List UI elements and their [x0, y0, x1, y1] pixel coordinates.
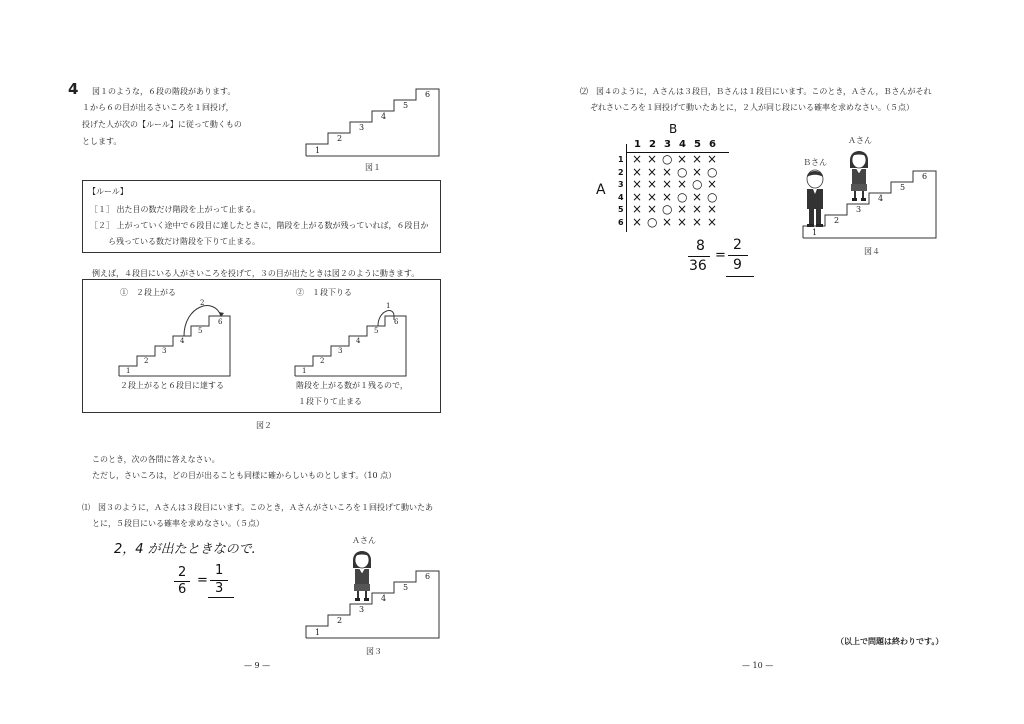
table-cell: ×	[632, 202, 643, 216]
table-cell: ×	[692, 164, 703, 179]
table-cell: ×	[677, 152, 688, 166]
hand-frac-left-den: 36	[689, 258, 707, 274]
fig3-caption: 図３	[366, 647, 382, 656]
table-cell: ×	[662, 164, 673, 179]
table-cell: ×	[662, 189, 673, 204]
q1-frac-left-num: 2	[178, 565, 187, 580]
table-cell: ×	[662, 177, 673, 191]
rule-title: 【ルール】	[88, 187, 128, 196]
table-cell: ○	[692, 177, 703, 191]
svg-text:2: 2	[144, 357, 149, 365]
table-row-head: 3	[618, 180, 624, 189]
table-cell: ×	[632, 214, 643, 229]
table-cell: ×	[647, 189, 658, 204]
fig1-caption: 図１	[365, 163, 381, 172]
problem-number: 4	[68, 80, 79, 98]
svg-text:2: 2	[337, 616, 343, 625]
table-cell: ○	[707, 189, 718, 204]
table-cell: ○	[677, 189, 688, 204]
table-cell: ×	[692, 152, 703, 166]
table-cell: ○	[707, 164, 718, 179]
hand-frac-right-den: 9	[733, 257, 742, 273]
svg-text:4: 4	[356, 337, 361, 345]
q1-eq: =	[197, 573, 208, 588]
svg-text:5: 5	[198, 327, 203, 335]
svg-text:2: 2	[834, 216, 840, 225]
q2-line-a: ⑵ 図４のように，Ａさんは３段目，Ｂさんは１段目にいます。このとき，Ａさん，Ｂさんがそれ	[580, 87, 932, 96]
table-row-head: 1	[618, 155, 624, 164]
table-cell: ×	[692, 189, 703, 204]
table-cell: ×	[707, 177, 718, 191]
svg-text:3: 3	[162, 347, 167, 355]
svg-text:3: 3	[856, 205, 862, 214]
rule-2a: ［２］ 上がっていく途中で６段目に達したときに，階段を上がる数が残っていれば，６段目か	[90, 221, 429, 230]
table-cell: ×	[707, 152, 718, 166]
fig2-case2-arc	[378, 311, 394, 326]
q1-hand-note: 2，4 が出たときなので.	[114, 542, 256, 557]
hand-frac-left-bar	[688, 256, 710, 257]
q1-frac-left-den: 6	[178, 582, 187, 597]
example-text: 例えば，４段目にいる人がさいころを投げて，３の目が出たときは図２のように動きます。	[92, 269, 420, 278]
table-cell: ○	[662, 152, 673, 166]
svg-text:1: 1	[302, 367, 307, 375]
fig2-case2-caption-b: １段下りて止まる	[298, 397, 362, 406]
table-cell: ×	[632, 189, 643, 204]
table-cell: ×	[677, 214, 688, 229]
table-cell: ○	[662, 202, 673, 216]
question-intro-a: このとき，次の各問に答えなさい。	[92, 455, 220, 464]
table-col-head: 4	[679, 139, 686, 150]
fig4-staircase	[802, 168, 938, 240]
table-col-head: 5	[694, 139, 701, 150]
table-cell: ×	[707, 214, 718, 229]
fig4-caption: 図４	[864, 247, 880, 256]
fig2-case2-caption-a: 階段を上がる数が１残るので，	[296, 381, 408, 390]
svg-text:6: 6	[425, 572, 431, 581]
q1-frac-right-num: 1	[215, 563, 224, 578]
fig3-staircase	[305, 568, 441, 640]
table-col-head: 3	[664, 139, 671, 150]
table-cell: ×	[647, 152, 658, 166]
rule-1: ［１］ 出た目の数だけ階段を上がって止まる。	[90, 205, 261, 214]
table-cell: ×	[692, 202, 703, 216]
fig2-case1-staircase	[118, 300, 234, 378]
q1-line-b: とに，５段目にいる確率を求めなさい。（５点）	[92, 519, 264, 528]
svg-text:6: 6	[394, 318, 399, 326]
hand-underline	[726, 276, 754, 277]
table-row-head: 5	[618, 205, 624, 214]
table-col-head: 1	[634, 139, 641, 150]
fig1-step-label: 4	[381, 112, 387, 121]
svg-text:4: 4	[381, 594, 387, 603]
svg-text:5: 5	[374, 327, 379, 335]
fig4-person-b-label: Ｂさん	[803, 158, 827, 167]
intro-line-3: 投げた人が次の【ルール】に従って動くもの	[82, 120, 242, 129]
table-cell: ○	[677, 164, 688, 179]
svg-text:2: 2	[200, 299, 205, 307]
svg-text:5: 5	[403, 583, 409, 592]
svg-text:2: 2	[320, 357, 325, 365]
hand-frac-right-num: 2	[733, 237, 742, 253]
fig2-case1-arc	[184, 306, 221, 336]
table-cell: ×	[692, 214, 703, 229]
hand-frac-left-num: 8	[696, 238, 705, 254]
fig2-case2-staircase	[294, 300, 410, 378]
table-label-b: B	[669, 122, 678, 136]
svg-text:1: 1	[315, 628, 321, 637]
svg-text:6: 6	[218, 318, 223, 326]
fig1-step-label: 6	[425, 90, 431, 99]
q1-line-a: ⑴ 図３のように，Ａさんは３段目にいます。このとき，Ａさんがさいころを１回投げて動いたあ	[82, 503, 434, 512]
rule-2b: ら残っている数だけ階段を下りて止まる。	[108, 237, 260, 246]
table-row-head: 2	[618, 167, 624, 177]
table-cell: ×	[677, 202, 688, 216]
fig2-case2-label: ② １段下りる	[296, 288, 352, 297]
table-row-head: 6	[618, 217, 624, 227]
table-cell: ×	[632, 152, 643, 166]
intro-line-1: 図１のような，６段の階段があります。	[92, 87, 236, 96]
fig4-person-a-label: Ａさん	[848, 136, 872, 145]
intro-line-4: とします。	[82, 137, 122, 146]
table-cell: ×	[632, 164, 643, 179]
hand-frac-right-bar	[728, 255, 748, 256]
question-intro-b: ただし，さいころは，どの目が出ることも同様に確からしいものとします。（10 点）	[92, 471, 397, 480]
page-number-left: — 9 —	[244, 661, 271, 670]
table-col-head: 2	[649, 139, 656, 150]
table-col-head: 6	[709, 139, 716, 150]
table-cell: ×	[662, 214, 673, 229]
hand-eq: =	[715, 248, 726, 263]
intro-line-2: １から６の目が出るさいころを１回投げ，	[82, 103, 234, 112]
table-cell: ×	[647, 164, 658, 179]
fig1-step-label: 3	[359, 123, 365, 132]
svg-text:1: 1	[386, 302, 391, 310]
q1-frac-right-den: 3	[215, 581, 224, 596]
svg-text:4: 4	[180, 337, 185, 345]
svg-text:3: 3	[359, 605, 365, 614]
table-cell: ×	[707, 202, 718, 216]
svg-text:6: 6	[922, 172, 928, 181]
fig1-step-label: 2	[337, 134, 343, 143]
q1-underline	[208, 597, 234, 598]
svg-text:5: 5	[900, 183, 906, 192]
table-cell: ○	[647, 214, 658, 229]
fig2-case1-caption: ２段上がると６段目に達する	[120, 381, 224, 390]
end-note: （以上で問題は終わりです。）	[836, 637, 944, 646]
table-cell: ×	[677, 177, 688, 191]
q2-line-b: ぞれさいころを１回投げて動いたあとに，２人が同じ段にいる確率を求めなさい。（５点）	[590, 103, 914, 112]
fig1-step-label: 5	[403, 101, 409, 110]
svg-text:1: 1	[812, 228, 818, 237]
fig1-staircase	[305, 86, 441, 158]
svg-text:4: 4	[878, 194, 884, 203]
table-cell: ×	[647, 202, 658, 216]
table-cell: ×	[632, 177, 643, 191]
handwritten-table	[612, 140, 732, 232]
page-number-right: — 10 —	[742, 661, 774, 670]
fig2-caption: 図２	[256, 421, 272, 430]
svg-text:1: 1	[126, 367, 131, 375]
table-label-a: A	[596, 182, 606, 198]
svg-text:3: 3	[338, 347, 343, 355]
table-row-head: 4	[618, 192, 624, 202]
fig1-step-label: 1	[315, 146, 321, 155]
table-cell: ×	[647, 177, 658, 191]
fig2-case1-label: ① ２段上がる	[120, 288, 176, 297]
fig3-person-label: Ａさん	[352, 536, 376, 545]
